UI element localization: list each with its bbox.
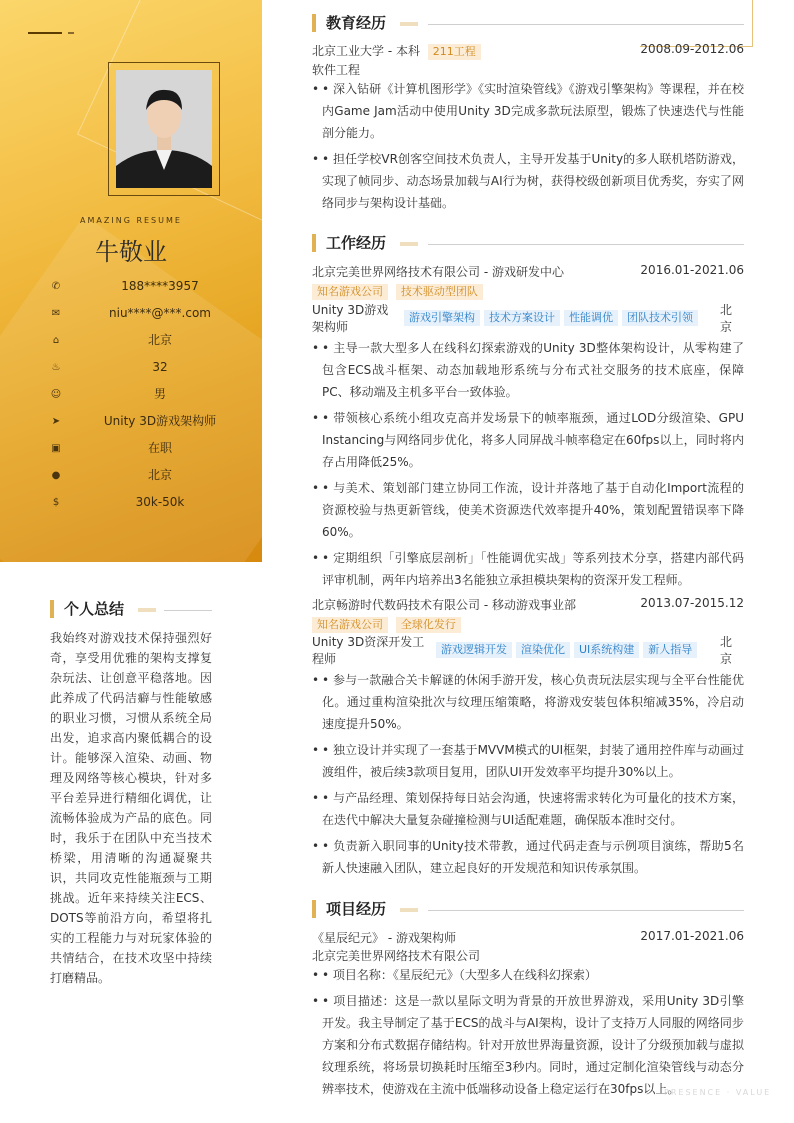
job-tags [312,617,744,635]
education-header [312,12,744,34]
bullet-text: • 与产品经理、策划保持每日站会沟通，快速将需求转化为可量化的技术方案，在迭代中解决大量复杂碰撞检测与UI适配难题，确保版本准时交付。 [322,791,744,827]
bullet-text: • 深入钻研《计算机图形学》《实时渲染管线》《游戏引擎架构》等课程，并在校内Game Jam活动中使用Unity 3D完成多款玩法原型，锻炼了快速迭代与性能剖分能力。 [322,82,744,140]
job-bullet [312,669,744,735]
project-bullet [312,990,744,1100]
section-dash [400,908,418,912]
phone-icon: ✆ [51,281,61,292]
education-school: 北京工业大学 - 本科 [312,44,420,58]
mail-icon: ✉ [51,308,61,319]
company-tag: 技术驱动型团队 [396,284,483,300]
education-major: 软件工程 [312,63,361,77]
projects-title: 项目经历 [326,900,387,918]
watermark: PRESENCE · VALUE [664,1088,772,1097]
skill-tag: 游戏逻辑开发 [436,642,512,658]
bullet-text: • 与美术、策划部门建立协同工作流，设计并落地了基于自动化Import流程的资源校验与热更新管线，使美术资源迭代效率提升40%，策划配置错误率下降60%。 [322,481,744,539]
project-row [312,929,744,947]
job-bullet [312,739,744,783]
skill-tag: 新人指导 [643,642,697,658]
bullet-text: • 担任学校VR创客空间技术负责人，主导开发基于Unity的多人联机塔防游戏，实现了帧同步、动态场景加载与AI行为树，获得校级创新项目优秀奖，夯实了网络同步与架构设计基础。 [322,152,744,210]
bullet-text: • 项目名称：《星辰纪元》（大型多人在线科幻探索） [322,968,597,982]
job-position: Unity 3D资深开发工程师 [312,635,425,666]
bullet-dot: • [312,551,320,565]
decorative-line [68,32,74,34]
info-text: 32 [152,360,168,374]
bullet-dot: • [312,82,320,96]
skill-tag: 游戏引擎架构 [404,310,480,326]
skill-tag: 性能调优 [564,310,618,326]
work-header [312,232,744,254]
section-dash [400,242,418,246]
info-text: 北京 [147,468,172,482]
section-marker [50,600,54,618]
section-dash [138,608,156,612]
work-title: 工作经历 [326,234,387,252]
bullet-dot: • [312,341,320,355]
job-date: 2016.01-2021.06 [640,263,744,277]
bullet-text: • 带领核心系统小组攻克高并发场景下的帧率瓶颈，通过LOD分级渲染、GPU Instancing与网络同步优化，将多人同屏战斗帧率稳定在60fps以上，同时将内存占用降低25%。 [322,411,744,469]
bullet-dot: • [312,968,320,982]
project-bullet [312,964,744,986]
info-text: 188****3957 [121,279,199,293]
bullet-text: • 负责新入职同事的Unity技术带教，通过代码走查与示例项目演练，帮助5名新人快速融入团队，建立起良好的开发规范和知识传承氛围。 [322,839,744,875]
bullet-text: • 参与一款融合关卡解谜的休闲手游开发，核心负责玩法层实现与全平台性能优化。通过重构渲染批次与纹理压缩策略，将游戏安装包体积缩减35%，冷启动速度提升50%。 [322,673,744,731]
education-school-row [312,42,744,60]
projects-header [312,898,744,920]
company-tag: 知名游戏公司 [312,284,388,300]
section-dash [400,22,418,26]
info-text: Unity 3D游戏架构师 [103,414,217,428]
info-text: 北京 [147,333,172,347]
education-bullet [312,148,744,214]
job-bullet [312,835,744,879]
skill-tag: 团队技术引领 [622,310,698,326]
info-row [50,494,250,514]
job-bullet [312,337,744,403]
candidate-name: 牛敬业 [95,238,167,266]
project-name: 《星辰纪元》 - 游戏架构师 [312,931,456,945]
info-text: 男 [153,387,166,401]
info-row [50,440,250,460]
resume-tagline: AMAZING RESUME [80,216,182,225]
bullet-dot: • [312,994,320,1008]
briefcase-icon: ▣ [51,443,61,454]
profile-panel [0,0,262,562]
bullet-text: • 主导一款大型多人在线科幻探索游戏的Unity 3D整体架构设计，从零构建了包含ECS战斗框架、动态加载地形系统与分布式社交服务的技术底座，保障PC、移动端及主机多平台一致体验。 [322,341,744,399]
project-date: 2017.01-2021.06 [640,929,744,943]
company-tag: 全球化发行 [396,617,461,633]
bullet-dot: • [312,411,320,425]
job-city: 北京 [720,635,733,666]
bullet-text: • 定期组织「引擎底层剖析」「性能调优实战」等系列技术分享，搭建内部代码评审机制，两年内培养出3名能独立承担模块架构的资深开发工程师。 [322,551,744,587]
info-row [50,305,250,325]
project-company: 北京完美世界网络技术有限公司 [312,949,481,963]
section-rule [428,244,744,245]
job-position: Unity 3D游戏架构师 [312,303,389,334]
job-bullet [312,477,744,543]
info-text: niu****@***.com [109,306,211,320]
skill-tag: UI系统构建 [574,642,639,658]
education-date: 2008.09-2012.06 [640,42,744,56]
info-row [50,386,250,406]
decorative-line [28,32,62,34]
job-tags [312,284,744,302]
cake-icon: ♨ [51,362,61,373]
section-rule [428,910,744,911]
job-company: 北京畅游时代数码技术有限公司 - 移动游戏事业部 [312,598,576,612]
job-company-row [312,263,744,281]
education-tag: 211工程 [428,44,481,60]
info-row [50,413,250,433]
job-bullet [312,787,744,831]
section-marker [312,900,316,918]
section-marker [312,14,316,32]
info-row [50,332,250,352]
summary-header [50,598,250,620]
send-icon: ➤ [51,416,61,427]
skill-tags [436,642,701,658]
job-company: 北京完美世界网络技术有限公司 - 游戏研发中心 [312,265,564,279]
bullet-text: • 独立设计并实现了一套基于MVVM模式的UI框架，封装了通用控件库与动画过渡组件，被后续3款项目复用，团队UI开发效率平均提升30%以上。 [322,743,744,779]
job-position-row [312,634,744,668]
job-bullet [312,547,744,591]
bullet-dot: • [312,743,320,757]
section-rule [164,610,212,611]
skill-tag: 渲染优化 [516,642,570,658]
job-bullet [312,407,744,473]
info-row [50,278,250,298]
education-title: 教育经历 [326,14,387,32]
bullet-text: • 项目描述：这是一款以星际文明为背景的开放世界游戏，采用Unity 3D引擎开发。我主导制定了基于ECS的战斗与AI架构，设计了支持万人同服的网络同步方案和分布式数据存储结构。针对开放世界海量资源，设计了分级预加载与虚拟纹理系统，将场景切换耗时压缩至3秒内。同时，通过定制化渲染管线与动态分辨率技术，使游戏在主流中低端移动设备上稳定运行在30fps以上。 [322,994,744,1096]
summary-title: 个人总结 [64,600,125,618]
section-marker [312,234,316,252]
smile-icon: ☺ [50,389,62,400]
info-text: 30k-50k [135,495,185,509]
skill-tag: 技术方案设计 [484,310,560,326]
bullet-dot: • [312,152,320,166]
avatar [116,70,212,188]
job-position-row [312,302,744,336]
education-bullet [312,78,744,144]
money-icon: $ [52,497,60,508]
info-row [50,359,250,379]
bullet-dot: • [312,839,320,853]
job-city: 北京 [720,303,733,334]
bullet-dot: • [312,791,320,805]
bullet-dot: • [312,481,320,495]
summary-text: 我始终对游戏技术保持强烈好奇，享受用优雅的架构支撑复杂玩法、让创意平稳落地。因此养成了代码洁癖与性能敏感的职业习惯，习惯从系统全局出发，追求高内聚低耦合的设计。能够深入渲染、动画、物理及网络等核心模块，针对多平台差异进行精细化调优，让流畅体验成为产品的底色。同时，我乐于在团队中充当技术桥梁，用清晰的沟通凝聚共识，共同攻克性能瓶颈与工期挑战。近年来持续关注ECS、DOTS等前沿方向，希望将扎实的工程能力与对玩家体验的共情结合，在技术攻坚中持续打磨精品。 [50,631,212,985]
location-icon: ● [51,470,61,481]
home-icon: ⌂ [52,335,60,346]
job-company-row [312,596,744,614]
section-rule [428,24,744,25]
bullet-dot: • [312,673,320,687]
company-tag: 知名游戏公司 [312,617,388,633]
info-row [50,467,250,487]
skill-tags [404,310,702,326]
job-date: 2013.07-2015.12 [640,596,744,610]
info-text: 在职 [147,441,172,455]
